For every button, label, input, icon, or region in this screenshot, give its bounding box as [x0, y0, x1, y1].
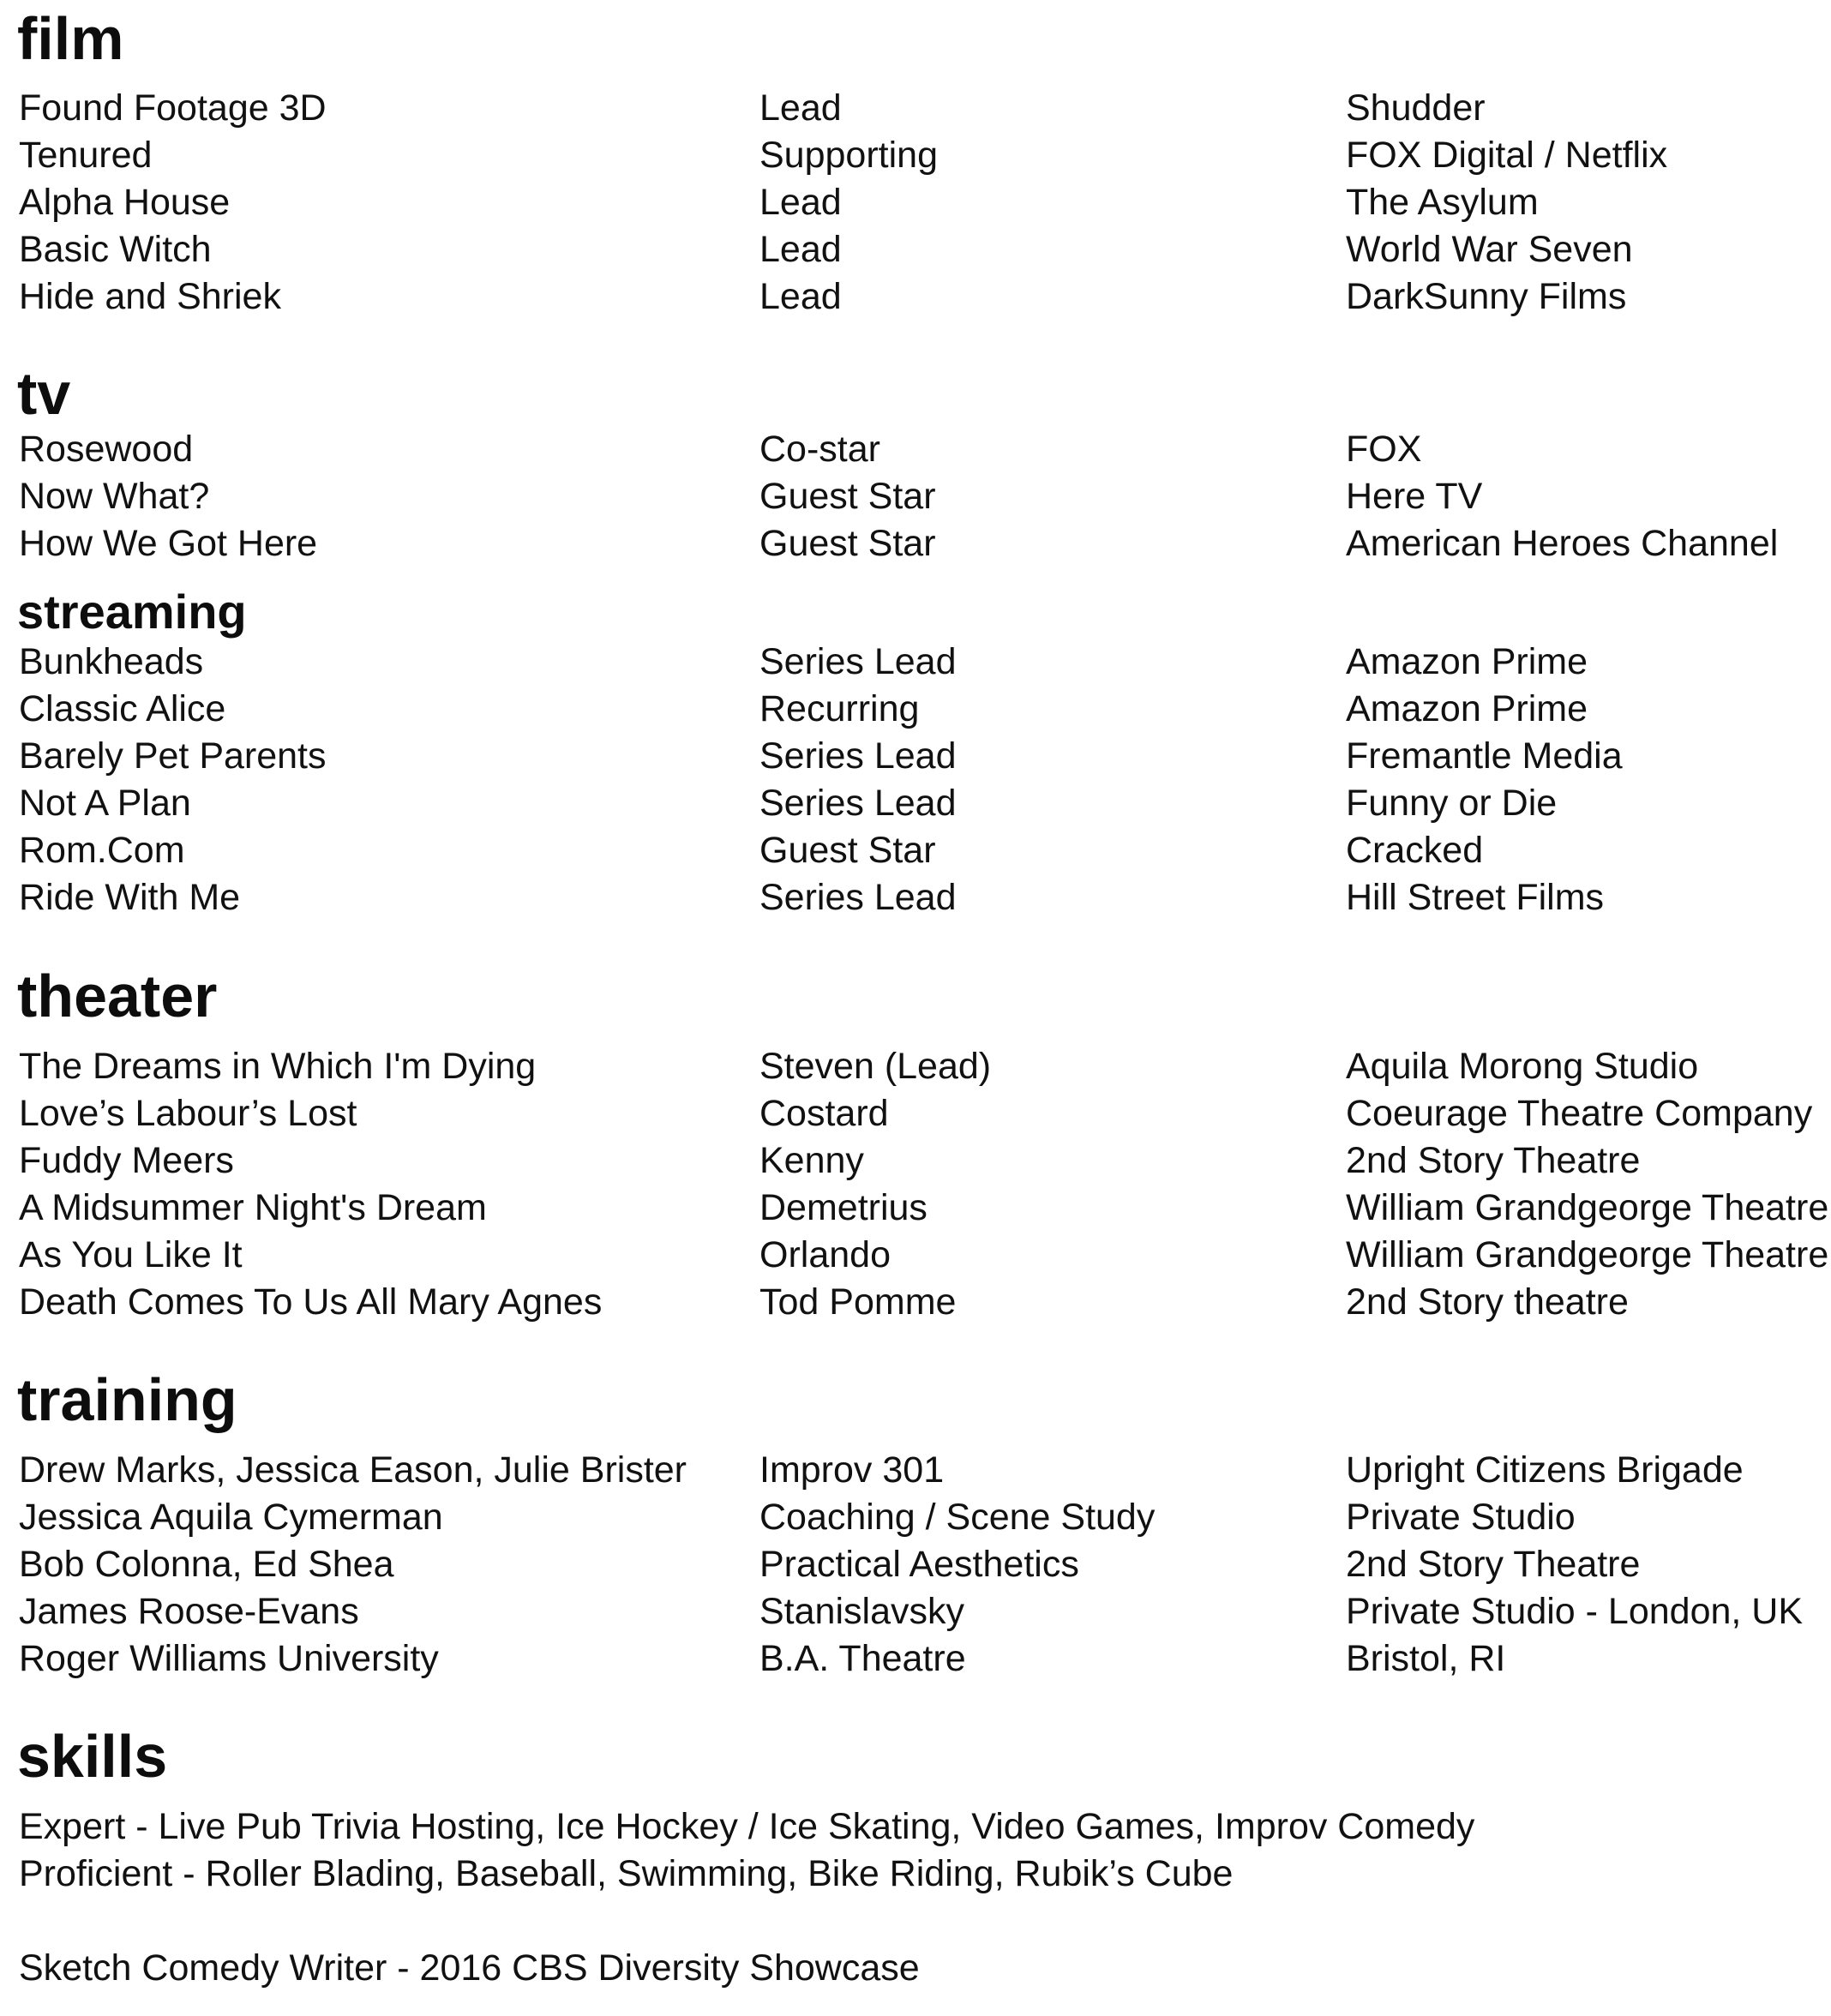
credit-title: Found Footage 3D: [19, 87, 327, 129]
table-row: [0, 780, 1831, 827]
credit-role: Lead: [759, 87, 842, 129]
credit-company: American Heroes Channel: [1346, 523, 1779, 564]
table-row: [0, 85, 1831, 132]
credit-role: Series Lead: [759, 641, 957, 682]
credit-title: Basic Witch: [19, 229, 212, 270]
credit-role: Series Lead: [759, 877, 957, 918]
credit-company: FOX Digital / Netflix: [1346, 135, 1668, 176]
credit-company: Coeurage Theatre Company: [1346, 1093, 1813, 1134]
credit-role: Guest Star: [759, 830, 936, 871]
credit-title: Alpha House: [19, 182, 231, 223]
credit-title: As You Like It: [19, 1234, 243, 1275]
training-instructor: Bob Colonna, Ed Shea: [19, 1544, 394, 1585]
credit-title: A Midsummer Night's Dream: [19, 1187, 487, 1228]
credit-role: Steven (Lead): [759, 1046, 992, 1087]
credit-company: Here TV: [1346, 476, 1483, 517]
credit-company: DarkSunny Films: [1346, 276, 1627, 317]
credit-company: William Grandgeorge Theatre: [1346, 1234, 1829, 1275]
section-heading-theater: theater: [17, 963, 218, 1029]
credit-company: 2nd Story Theatre: [1346, 1140, 1641, 1181]
training-instructor: Drew Marks, Jessica Eason, Julie Brister: [19, 1449, 687, 1491]
skills-line-expert: Expert - Live Pub Trivia Hosting, Ice Hockey / Ice Skating, Video Games, Improv Comedy: [19, 1806, 1475, 1847]
credit-company: Amazon Prime: [1346, 641, 1588, 682]
training-school: Bristol, RI: [1346, 1638, 1506, 1679]
skills-line-writer: Sketch Comedy Writer - 2016 CBS Diversity Showcase: [19, 1947, 920, 1989]
table-row: [0, 473, 1831, 520]
table-row: [0, 874, 1831, 921]
table-row: [0, 827, 1831, 874]
training-school: Private Studio: [1346, 1497, 1576, 1538]
credit-company: World War Seven: [1346, 229, 1633, 270]
credit-title: Fuddy Meers: [19, 1140, 234, 1181]
section-heading-streaming: streaming: [17, 585, 247, 639]
table-row: [0, 1635, 1831, 1683]
credit-role: Lead: [759, 276, 842, 317]
credit-role: Tod Pomme: [759, 1281, 957, 1323]
credit-title: Barely Pet Parents: [19, 735, 327, 777]
table-row: [0, 132, 1831, 179]
credit-company: Fremantle Media: [1346, 735, 1623, 777]
credit-role: Lead: [759, 182, 842, 223]
credit-company: Hill Street Films: [1346, 877, 1605, 918]
table-row: [0, 1232, 1831, 1279]
credit-role: Series Lead: [759, 735, 957, 777]
credit-role: Demetrius: [759, 1187, 928, 1228]
credit-role: Costard: [759, 1093, 889, 1134]
credit-title: Death Comes To Us All Mary Agnes: [19, 1281, 603, 1323]
training-course: Practical Aesthetics: [759, 1544, 1079, 1585]
table-row: [0, 273, 1831, 321]
credit-role: Guest Star: [759, 523, 936, 564]
table-row: [0, 639, 1831, 686]
credit-title: Now What?: [19, 476, 210, 517]
credit-role: Supporting: [759, 135, 938, 176]
training-instructor: James Roose-Evans: [19, 1591, 359, 1632]
credit-company: FOX: [1346, 429, 1422, 470]
credit-role: Orlando: [759, 1234, 891, 1275]
section-heading-film: film: [17, 5, 124, 72]
credit-company: Cracked: [1346, 830, 1484, 871]
table-row: [0, 1137, 1831, 1185]
section-heading-training: training: [17, 1366, 237, 1433]
credit-role: Recurring: [759, 688, 920, 729]
credit-company: William Grandgeorge Theatre: [1346, 1187, 1829, 1228]
training-course: B.A. Theatre: [759, 1638, 966, 1679]
credit-company: Shudder: [1346, 87, 1486, 129]
skills-line-proficient: Proficient - Roller Blading, Baseball, Swimming, Bike Riding, Rubik’s Cube: [19, 1853, 1234, 1894]
credit-title: How We Got Here: [19, 523, 318, 564]
credit-company: 2nd Story theatre: [1346, 1281, 1629, 1323]
credit-role: Guest Star: [759, 476, 936, 517]
credit-company: Amazon Prime: [1346, 688, 1588, 729]
table-row: [0, 179, 1831, 226]
section-heading-tv: tv: [17, 360, 71, 427]
training-course: Coaching / Scene Study: [759, 1497, 1156, 1538]
training-instructor: Roger Williams University: [19, 1638, 439, 1679]
table-row: [0, 1185, 1831, 1232]
training-school: Private Studio - London, UK: [1346, 1591, 1804, 1632]
table-row: [0, 426, 1831, 473]
credit-title: Not A Plan: [19, 783, 191, 824]
training-school: 2nd Story Theatre: [1346, 1544, 1641, 1585]
credit-company: Funny or Die: [1346, 783, 1558, 824]
credit-title: Ride With Me: [19, 877, 241, 918]
credit-title: Bunkheads: [19, 641, 204, 682]
credit-role: Series Lead: [759, 783, 957, 824]
table-row: [0, 686, 1831, 733]
training-course: Improv 301: [759, 1449, 945, 1491]
credit-role: Kenny: [759, 1140, 864, 1181]
table-row: [0, 226, 1831, 273]
table-row: [0, 1279, 1831, 1326]
table-row: [0, 1588, 1831, 1635]
training-school: Upright Citizens Brigade: [1346, 1449, 1744, 1491]
credit-title: Classic Alice: [19, 688, 226, 729]
credit-role: Co-star: [759, 429, 880, 470]
training-instructor: Jessica Aquila Cymerman: [19, 1497, 443, 1538]
table-row: [0, 1494, 1831, 1541]
credit-company: Aquila Morong Studio: [1346, 1046, 1699, 1087]
table-row: [0, 520, 1831, 567]
table-row: [0, 733, 1831, 780]
training-course: Stanislavsky: [759, 1591, 964, 1632]
credit-title: Rom.Com: [19, 830, 185, 871]
credit-title: Rosewood: [19, 429, 194, 470]
credit-title: Tenured: [19, 135, 153, 176]
table-row: [0, 1541, 1831, 1588]
credit-role: Lead: [759, 229, 842, 270]
table-row: [0, 1043, 1831, 1090]
table-row: [0, 1447, 1831, 1494]
section-heading-skills: skills: [17, 1723, 168, 1790]
credit-title: Hide and Shriek: [19, 276, 281, 317]
credit-title: Love’s Labour’s Lost: [19, 1093, 357, 1134]
credit-company: The Asylum: [1346, 182, 1539, 223]
credit-title: The Dreams in Which I'm Dying: [19, 1046, 537, 1087]
table-row: [0, 1090, 1831, 1137]
